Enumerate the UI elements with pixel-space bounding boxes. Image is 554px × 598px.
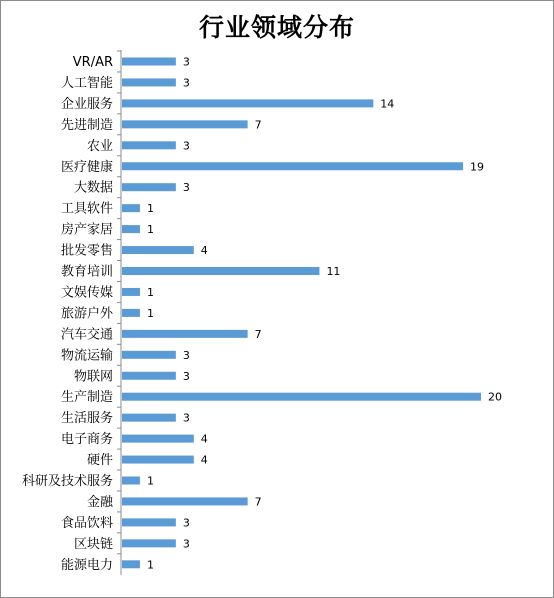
bar [122,497,248,505]
category-label: 电子商务 [60,432,113,448]
bar [122,99,373,107]
data-label: 3 [182,369,190,383]
category-label: 企业服务 [60,96,113,112]
category-label: 旅游户外 [60,306,113,322]
category-label: 教育培训 [60,264,113,280]
data-label: 20 [488,390,502,404]
data-label: 3 [182,55,190,69]
bar [122,351,176,359]
category-label: 硬件 [86,453,113,469]
category-label: 人工智能 [60,75,113,91]
bar [122,435,194,443]
bar [122,560,140,568]
category-label: 文娱传媒 [60,285,113,301]
data-label: 4 [200,453,208,467]
category-label: 金融 [86,494,113,510]
data-label: 11 [326,265,341,278]
data-label: 14 [380,97,395,111]
data-label: 3 [182,348,190,362]
data-label: 1 [146,223,154,237]
category-label: 区块链 [73,536,113,552]
bars-group [22,51,502,573]
data-label: 1 [146,202,154,216]
category-label: 能源电力 [60,557,113,573]
category-label: 农业 [86,138,113,154]
data-label: 4 [200,244,208,258]
category-label: 工具软件 [60,201,113,217]
data-label: 3 [182,139,190,153]
chart-title: 行业领域分布 [198,13,355,42]
bar [122,246,194,254]
bar [122,330,248,338]
bar [122,78,176,86]
data-label: 1 [146,474,154,488]
bar [122,414,176,422]
bar [122,393,481,401]
bar [122,162,463,170]
category-label: 大数据 [73,180,113,196]
data-label: 3 [182,411,190,425]
category-label: 批发零售 [60,243,113,259]
data-label: 1 [146,285,154,299]
category-label: 医疗健康 [60,159,113,175]
bar [122,372,176,380]
bar [122,539,176,547]
data-label: 7 [254,327,262,341]
category-label: 先进制造 [60,117,113,133]
category-label: 汽车交通 [60,327,113,343]
bar [122,288,140,296]
category-label: 生活服务 [60,411,113,427]
data-label: 3 [182,537,190,551]
data-label: 7 [254,495,262,509]
bar [122,204,140,212]
bar [122,120,248,128]
bar [122,58,176,66]
data-label: 3 [182,181,190,195]
category-label: VR/AR [72,55,113,70]
bar [122,456,194,464]
data-label: 7 [254,118,262,132]
bar [122,141,176,149]
category-label: 物流运输 [60,348,113,364]
data-label: 1 [146,558,154,572]
data-label: 4 [200,432,208,446]
bar [122,267,319,275]
category-label: 生产制造 [60,390,113,406]
data-label: 19 [470,160,485,174]
bar [122,225,140,233]
category-label: 科研及技术服务 [21,474,113,489]
category-label: 食品饮料 [60,515,113,531]
data-label: 1 [146,306,154,320]
category-label: 房产家居 [60,222,113,238]
data-label: 3 [182,76,190,90]
bar [122,477,140,485]
bar [122,309,140,317]
data-label: 3 [182,516,190,530]
bar [122,183,176,191]
category-label: 物联网 [73,369,113,385]
bar [122,518,176,526]
